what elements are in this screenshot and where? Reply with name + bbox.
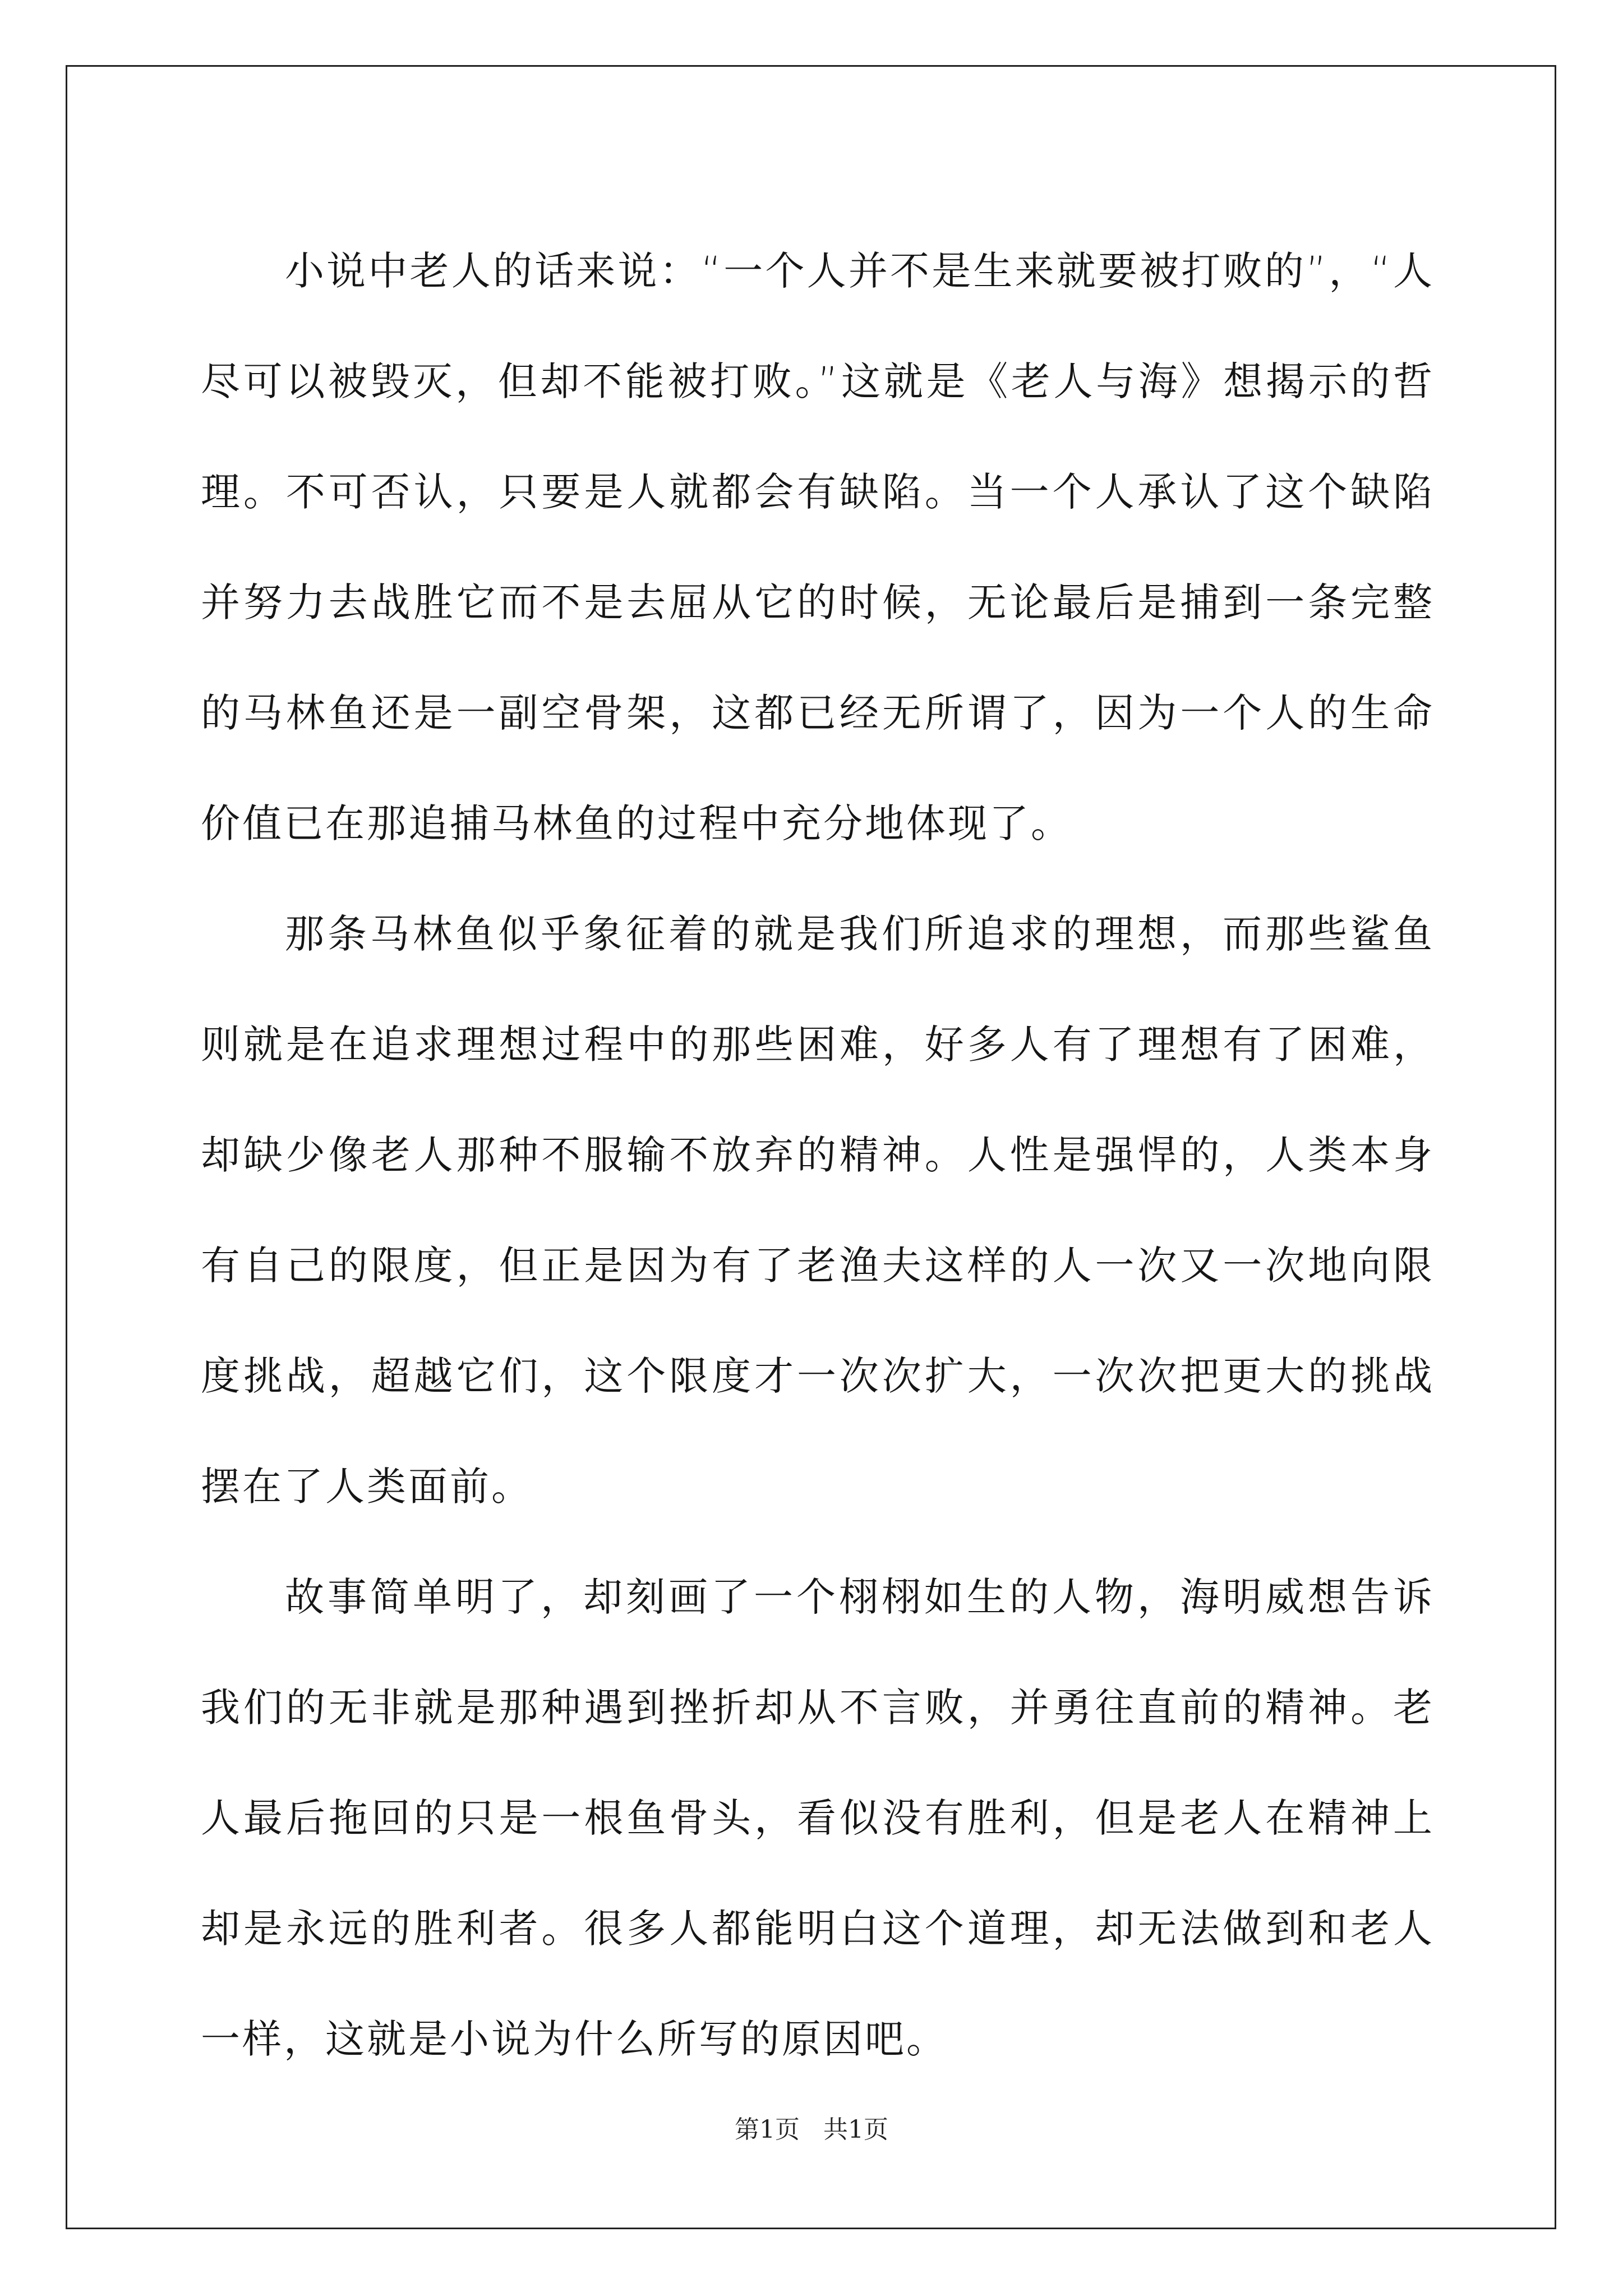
paragraph-2: 那条马林鱼似乎象征着的就是我们所追求的理想，而那些鲨鱼则就是在追求理想过程中的那些困难，好多人有了理想有了困难，却缺少像老人那种不服输不放弃的精神。人性是强悍的，人类本身有自己的限度，但正是因为有了老渔夫这样的人一次又一次地向限度挑战，超越它们，这个限度才一次次扩大，一次次把更大的挑战摆在了人类面前。 bbox=[201, 911, 1435, 1510]
page-total: 共1页 bbox=[823, 2115, 888, 2144]
paragraph-3: 故事简单明了，却刻画了一个栩栩如生的人物，海明威想告诉我们的无非就是那种遇到挫折却从不言败，并勇往直前的精神。老人最后拖回的只是一根鱼骨头，看似没有胜利，但是老人在精神上却是永远的胜利者。很多人都能明白这个道理，却无法做到和老人一样，这就是小说为什么所写的原因吧。 bbox=[201, 1574, 1435, 2062]
page-footer bbox=[0, 2109, 1623, 2145]
paragraph-1: 小说中老人的话来说：“一个人并不是生来就要被打败的”，“人尽可以被毁灭，但却不能被打败。”这就是《老人与海》想揭示的哲理。不可否认，只要是人就都会有缺陷。当一个人承认了这个缺陷并努力去战胜它而不是去屈从它的时候，无论最后是捕到一条完整的马林鱼还是一副空骨架，这都已经无所谓了，因为一个人的生命价值已在那追捕马林鱼的过程中充分地体现了。 bbox=[201, 248, 1435, 846]
page-number: 第1页 bbox=[735, 2115, 800, 2144]
document-body bbox=[201, 216, 1435, 2095]
